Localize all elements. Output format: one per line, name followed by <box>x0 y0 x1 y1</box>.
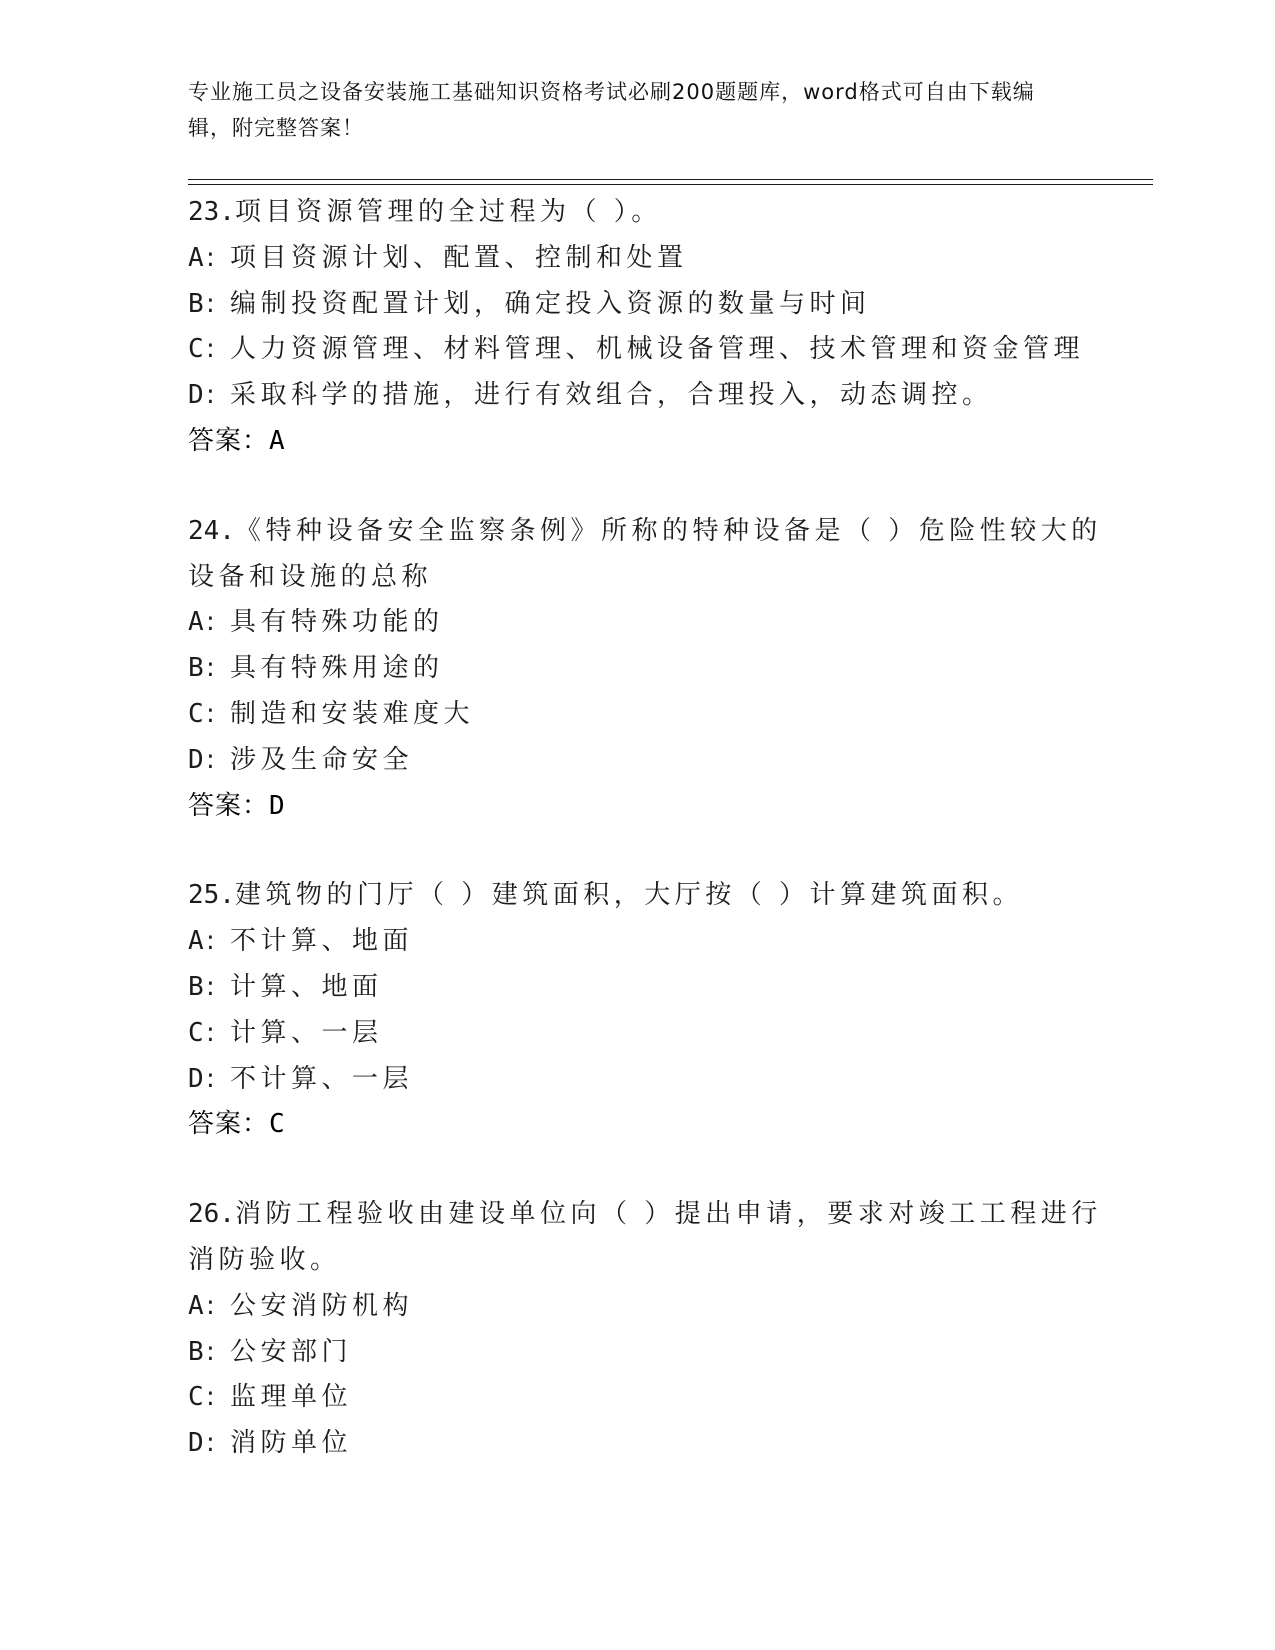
question-stem-continued: 设备和设施的总称 <box>188 561 433 592</box>
option-separator: : <box>206 1382 220 1413</box>
answer-line <box>188 784 1088 830</box>
option-b <box>188 282 1088 328</box>
option-a <box>188 236 1088 282</box>
question-number: 26. <box>188 1199 235 1230</box>
option-a <box>188 1284 1088 1330</box>
question-stem <box>188 509 1102 555</box>
answer-label: 答案： <box>188 1109 270 1140</box>
option-separator: : <box>206 744 220 775</box>
option-letter: B <box>188 1336 204 1367</box>
answer-value: C <box>269 1109 285 1140</box>
option-separator: : <box>206 1290 220 1321</box>
option-separator: : <box>206 1336 220 1367</box>
option-separator: : <box>206 242 220 273</box>
option-separator: : <box>206 971 220 1002</box>
option-text: 具有特殊功能的 <box>230 607 444 638</box>
option-d <box>188 1057 1088 1103</box>
option-b <box>188 965 1088 1011</box>
option-text: 人力资源管理、材料管理、机械设备管理、技术管理和资金管理 <box>230 334 1085 365</box>
option-letter: B <box>188 288 204 319</box>
question-stem <box>188 190 1088 236</box>
option-d <box>188 738 1088 784</box>
option-separator: : <box>206 334 220 365</box>
option-separator: : <box>206 1017 220 1048</box>
option-text: 计算、地面 <box>230 971 383 1002</box>
option-text: 编制投资配置计划，确定投入资源的数量与时间 <box>230 288 871 319</box>
option-a <box>188 919 1088 965</box>
question-list <box>188 190 1102 1511</box>
option-text: 制造和安装难度大 <box>230 698 475 729</box>
option-letter: C <box>188 698 204 729</box>
document-header: 专业施工员之设备安装施工基础知识资格考试必刷200题题库，word格式可自由下载编辑，附完整答案！ <box>188 80 1035 140</box>
option-text: 监理单位 <box>230 1382 353 1413</box>
answer-value: A <box>269 425 285 456</box>
option-text: 公安部门 <box>230 1336 353 1367</box>
stem-text: 建筑物的门厅（ ）建筑面积，大厅按（ ）计算建筑面积。 <box>234 880 1023 911</box>
option-text: 消防单位 <box>230 1428 353 1459</box>
option-text: 不计算、一层 <box>230 1063 414 1094</box>
answer-label: 答案： <box>188 790 270 821</box>
option-separator: : <box>206 653 220 684</box>
question-number: 24. <box>188 515 235 546</box>
question-25 <box>188 873 1088 1148</box>
option-text: 不计算、地面 <box>230 926 414 957</box>
answer-label: 答案： <box>188 425 270 456</box>
option-letter: A <box>188 926 204 957</box>
option-text: 公安消防机构 <box>230 1290 414 1321</box>
stem-text: 《特种设备安全监察条例》所称的特种设备是（ ）危险性较大的 <box>234 515 1102 546</box>
option-c <box>188 1375 1088 1421</box>
option-letter: C <box>188 1382 204 1413</box>
option-letter: D <box>188 380 204 411</box>
answer-line <box>188 419 1088 465</box>
option-separator: : <box>206 288 220 319</box>
answer-value: D <box>269 790 285 821</box>
option-text: 涉及生命安全 <box>230 744 414 775</box>
stem-text: 消防工程验收由建设单位向（ ）提出申请，要求对竣工工程进行 <box>234 1199 1102 1230</box>
option-letter: D <box>188 1063 204 1094</box>
option-letter: C <box>188 1017 204 1048</box>
option-separator: : <box>206 1063 220 1094</box>
option-d <box>188 1421 1088 1467</box>
option-b <box>188 1330 1088 1376</box>
option-separator: : <box>206 926 220 957</box>
option-c <box>188 692 1088 738</box>
option-separator: : <box>206 1428 220 1459</box>
option-separator: : <box>206 380 220 411</box>
question-24 <box>188 509 1102 830</box>
answer-line <box>188 1102 1088 1148</box>
option-separator: : <box>206 607 220 638</box>
option-letter: B <box>188 653 204 684</box>
question-stem <box>188 1192 1102 1238</box>
option-letter: D <box>188 744 204 775</box>
option-text: 采取科学的措施，进行有效组合，合理投入，动态调控。 <box>230 380 993 411</box>
option-c <box>188 1011 1088 1057</box>
question-stem <box>188 873 1088 919</box>
option-letter: B <box>188 971 204 1002</box>
option-d <box>188 373 1088 419</box>
option-letter: D <box>188 1428 204 1459</box>
option-separator: : <box>206 698 220 729</box>
option-letter: C <box>188 334 204 365</box>
question-26 <box>188 1192 1102 1467</box>
question-stem-continued: 消防验收。 <box>188 1244 341 1275</box>
option-text: 计算、一层 <box>230 1017 383 1048</box>
option-a <box>188 600 1088 646</box>
stem-text: 项目资源管理的全过程为（ ）。 <box>234 197 662 227</box>
question-23 <box>188 190 1088 465</box>
question-number: 25. <box>188 880 235 911</box>
option-c <box>188 327 1088 373</box>
option-text: 项目资源计划、配置、控制和处置 <box>230 242 688 273</box>
option-b <box>188 646 1088 692</box>
question-number: 23. <box>188 197 235 227</box>
header-rule-top <box>188 179 1153 180</box>
option-letter: A <box>188 1290 204 1321</box>
header-rule-bottom <box>188 184 1153 185</box>
option-letter: A <box>188 607 204 638</box>
option-text: 具有特殊用途的 <box>230 653 444 684</box>
option-letter: A <box>188 242 204 273</box>
